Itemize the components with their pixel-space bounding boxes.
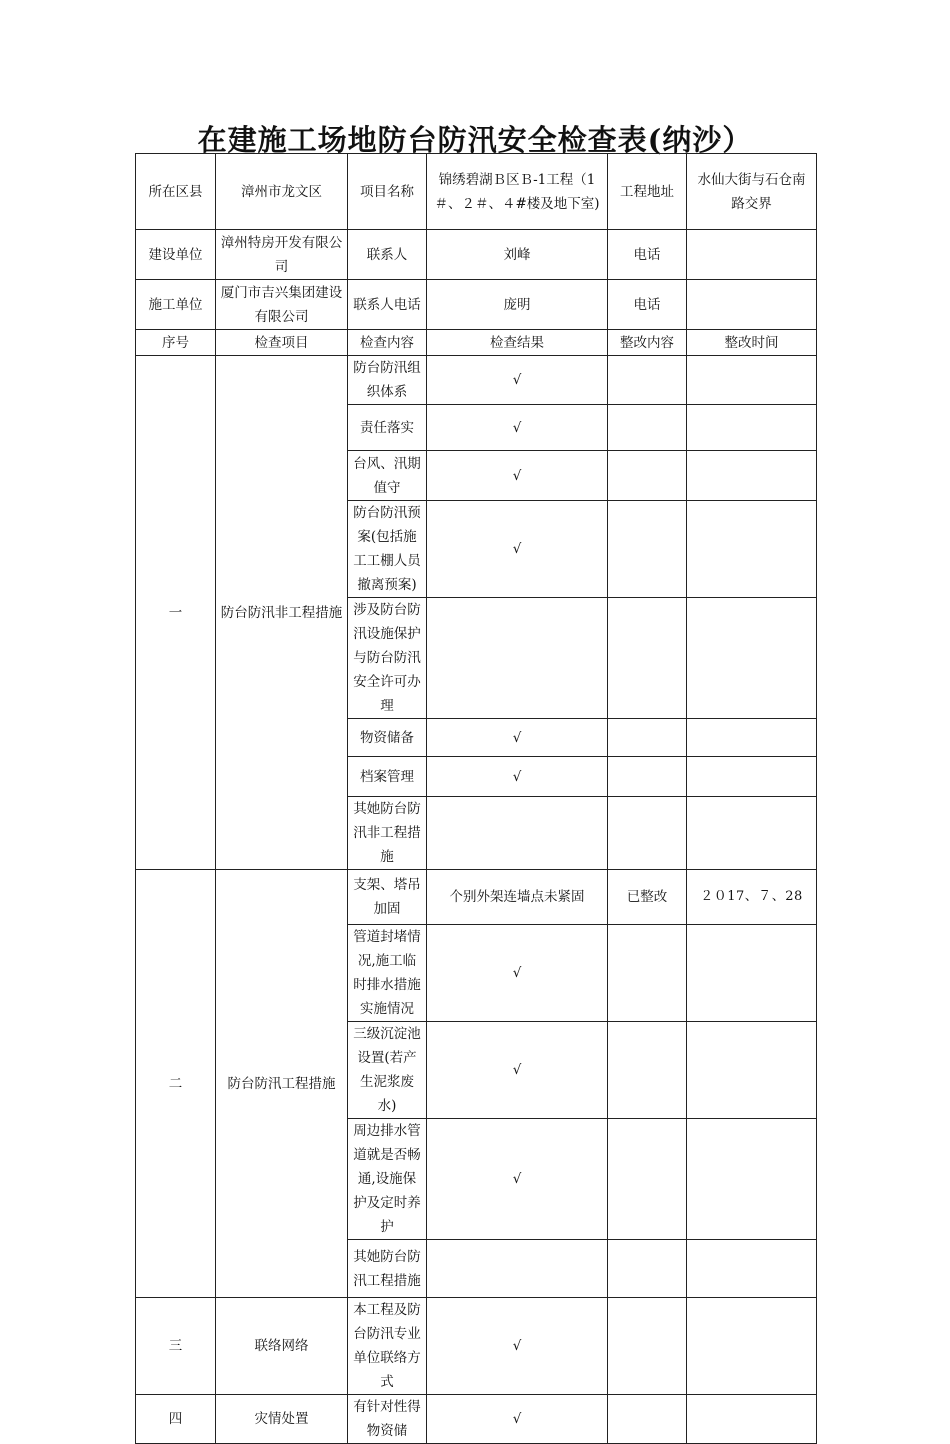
fix-time xyxy=(687,757,817,797)
check-content: 涉及防台防汛设施保护与防台防汛安全许可办理 xyxy=(348,598,427,719)
info-row-builder xyxy=(136,230,817,280)
fix-content xyxy=(608,797,687,870)
check-content: 其她防台防汛非工程措施 xyxy=(348,797,427,870)
project-label: 项目名称 xyxy=(348,154,427,230)
check-content: 有针对性得物资储 xyxy=(348,1395,427,1444)
fix-time xyxy=(687,719,817,757)
fix-content xyxy=(608,501,687,598)
check-content: 三级沉淀池设置(若产生泥浆废水) xyxy=(348,1022,427,1119)
contractor-label: 施工单位 xyxy=(136,280,216,330)
fix-time xyxy=(687,925,817,1022)
check-content: 本工程及防台防汛专业单位联络方式 xyxy=(348,1298,427,1395)
inspection-table xyxy=(135,153,817,1444)
table-row xyxy=(136,356,817,405)
check-content: 台风、汛期值守 xyxy=(348,451,427,501)
fix-content xyxy=(608,757,687,797)
fix-time xyxy=(687,501,817,598)
fix-time xyxy=(687,405,817,451)
header-fix: 整改内容 xyxy=(608,330,687,356)
check-content: 防台防汛组织体系 xyxy=(348,356,427,405)
fix-time: ２０17、７、28 xyxy=(687,870,817,925)
fix-time xyxy=(687,598,817,719)
fix-content: 已整改 xyxy=(608,870,687,925)
contractor-phone-label: 电话 xyxy=(608,280,687,330)
check-content: 档案管理 xyxy=(348,757,427,797)
fix-time xyxy=(687,797,817,870)
table-row xyxy=(136,1395,817,1444)
group-no: 四 xyxy=(136,1395,216,1444)
group-no: 三 xyxy=(136,1298,216,1395)
header-item: 检查项目 xyxy=(216,330,348,356)
check-result: √ xyxy=(427,356,608,405)
check-result: √ xyxy=(427,501,608,598)
contractor-contact-value: 庞明 xyxy=(427,280,608,330)
check-result: √ xyxy=(427,1119,608,1240)
check-result: √ xyxy=(427,757,608,797)
check-result: √ xyxy=(427,1395,608,1444)
fix-content xyxy=(608,925,687,1022)
group-item: 防台防汛工程措施 xyxy=(216,870,348,1298)
header-time: 整改时间 xyxy=(687,330,817,356)
check-result: 个别外架连墙点未紧固 xyxy=(427,870,608,925)
fix-content xyxy=(608,598,687,719)
fix-content xyxy=(608,405,687,451)
check-result: √ xyxy=(427,451,608,501)
fix-content xyxy=(608,1240,687,1298)
group-no: 一 xyxy=(136,356,216,870)
builder-value: 漳州特房开发有限公司 xyxy=(216,230,348,280)
fix-time xyxy=(687,356,817,405)
check-content: 周边排水管道就是否畅通,设施保护及定时养护 xyxy=(348,1119,427,1240)
builder-contact-value: 刘峰 xyxy=(427,230,608,280)
header-content: 检查内容 xyxy=(348,330,427,356)
check-result xyxy=(427,797,608,870)
fix-content xyxy=(608,356,687,405)
builder-contact-label: 联系人 xyxy=(348,230,427,280)
contractor-value: 厦门市吉兴集团建设有限公司 xyxy=(216,280,348,330)
address-label: 工程地址 xyxy=(608,154,687,230)
builder-phone-label: 电话 xyxy=(608,230,687,280)
fix-time xyxy=(687,1022,817,1119)
fix-content xyxy=(608,1022,687,1119)
info-row-project xyxy=(136,154,817,230)
fix-content xyxy=(608,1119,687,1240)
fix-time xyxy=(687,1119,817,1240)
check-content: 支架、塔吊加固 xyxy=(348,870,427,925)
check-content: 防台防汛预案(包括施工工棚人员撤离预案) xyxy=(348,501,427,598)
fix-content xyxy=(608,1395,687,1444)
fix-time xyxy=(687,451,817,501)
check-result: √ xyxy=(427,1022,608,1119)
column-header-row xyxy=(136,330,817,356)
check-result xyxy=(427,598,608,719)
project-value: 锦绣碧湖Ｂ区Ｂ-1工程（1＃、２＃、４#楼及地下室) xyxy=(427,154,608,230)
check-content: 物资储备 xyxy=(348,719,427,757)
check-content: 管道封堵情况,施工临时排水措施实施情况 xyxy=(348,925,427,1022)
fix-time xyxy=(687,1395,817,1444)
fix-time xyxy=(687,1240,817,1298)
builder-label: 建设单位 xyxy=(136,230,216,280)
check-result xyxy=(427,1240,608,1298)
page-title: 在建施工场地防台防汛安全检查表(纳沙） xyxy=(197,123,753,157)
header-no: 序号 xyxy=(136,330,216,356)
district-label: 所在区县 xyxy=(136,154,216,230)
group-item: 灾情处置 xyxy=(216,1395,348,1444)
check-result: √ xyxy=(427,1298,608,1395)
contractor-contact-label: 联系人电话 xyxy=(348,280,427,330)
fix-content xyxy=(608,719,687,757)
header-result: 检查结果 xyxy=(427,330,608,356)
check-result: √ xyxy=(427,405,608,451)
fix-content xyxy=(608,1298,687,1395)
check-result: √ xyxy=(427,719,608,757)
contractor-phone-value xyxy=(687,280,817,330)
check-result: √ xyxy=(427,925,608,1022)
fix-time xyxy=(687,1298,817,1395)
check-content: 其她防台防汛工程措施 xyxy=(348,1240,427,1298)
group-no: 二 xyxy=(136,870,216,1298)
group-item: 联络网络 xyxy=(216,1298,348,1395)
check-content: 责任落实 xyxy=(348,405,427,451)
group-item: 防台防汛非工程措施 xyxy=(216,356,348,870)
info-row-contractor xyxy=(136,280,817,330)
fix-content xyxy=(608,451,687,501)
builder-phone-value xyxy=(687,230,817,280)
district-value: 漳州市龙文区 xyxy=(216,154,348,230)
table-row xyxy=(136,1298,817,1395)
table-row xyxy=(136,870,817,925)
address-value: 水仙大街与石仓南路交界 xyxy=(687,154,817,230)
